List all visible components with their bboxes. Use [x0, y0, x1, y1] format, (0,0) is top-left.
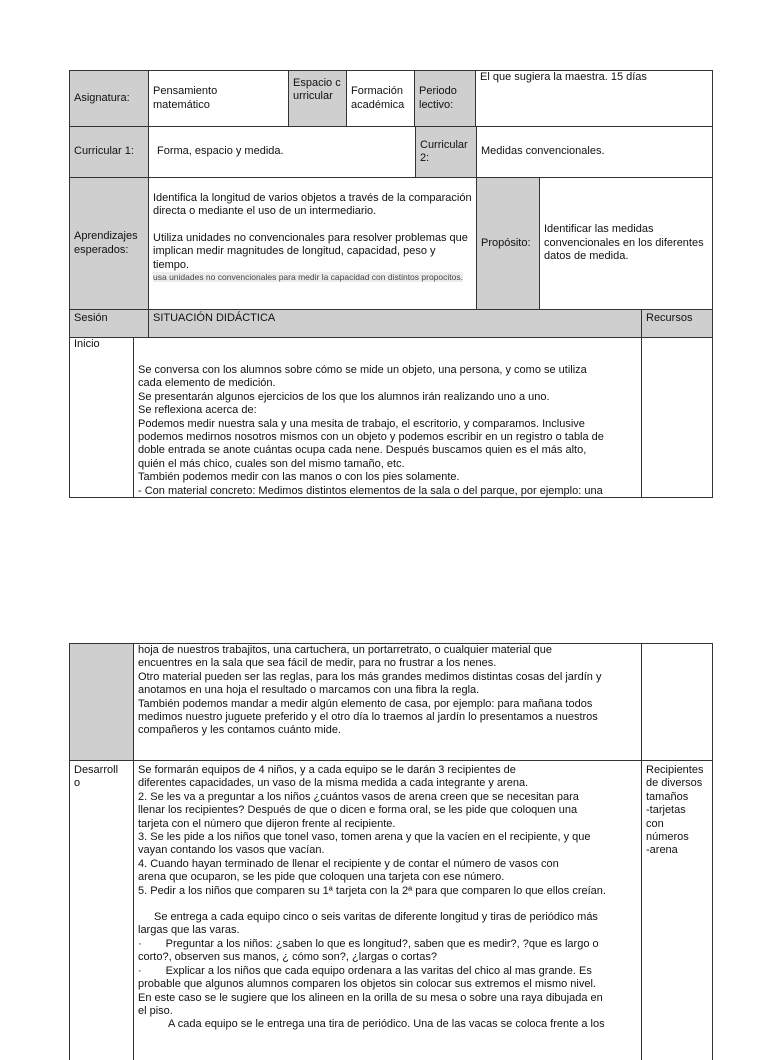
proposito-label — [477, 178, 540, 309]
inicio-line: doble entrada se anote cuántas ocupa cada nene. Después buscamos quien es el más alto, — [138, 444, 587, 457]
bullet-line — [138, 938, 637, 951]
recursos-header — [642, 310, 712, 337]
continuation-line: También podemos mandar a medir algún elemento de casa, por ejemplo: para mañana todos — [138, 697, 593, 710]
desarrollo-recursos — [642, 761, 712, 1060]
inicio-continued-recursos — [642, 644, 712, 760]
desarrollo-line: llenar los recipientes? Después de que o dicen e forma oral, se les pide que coloquen una — [138, 804, 578, 817]
row-headers — [69, 309, 713, 337]
recurso-item: -tarjetas — [646, 804, 686, 817]
aprendizajes-paragraph-1: Identifica la longitud de varios objetos a través de la comparación directa o mediante el uso de un intermediario. — [153, 192, 472, 218]
bullet-text: Explicar a los niños que cada equipo ordenara a las varitas del chico al mas grande. Es — [165, 964, 592, 977]
recurso-item: de diversos — [646, 777, 703, 790]
asignatura-label-text: Asignatura: — [74, 91, 130, 104]
desarrollo-line: corto?, observen sus manos, ¿ cómo son?, ¿largas o cortas? — [138, 951, 437, 964]
inicio-line: Podemos medir nuestra sala y una mesita de trabajo, el escritorio, y comparamos. Inclusive — [138, 417, 585, 430]
spacer — [138, 898, 637, 911]
proposito-value — [540, 178, 712, 309]
desarrollo-label-line: Desarroll — [74, 764, 119, 776]
continuation-line: encuentres en la sala que sea fácil de medir, para no frustrar a los nenes. — [138, 657, 497, 670]
asignatura-value — [149, 71, 289, 126]
inicio-line: quién el más chico, cuales son del mismo tamaño, etc. — [138, 457, 405, 470]
recurso-item: con — [646, 817, 664, 830]
bullet-text: Preguntar a los niños: ¿saben lo que es longitud?, saben que es medir?, ?que es largo o — [165, 937, 599, 950]
desarrollo-line: Se entrega a cada equipo cinco o seis varitas de diferente longitud y tiras de periódico más — [154, 911, 598, 924]
desarrollo-line: 3. Se les pide a los niños que tonel vaso, tomen arena y que la vacíen en el recipiente, y que — [138, 831, 591, 844]
proposito-value-text: Identificar las medidas convencionales en los diferentes datos de medida. — [544, 223, 704, 263]
row-inicio — [69, 337, 713, 498]
planning-table-continued — [69, 643, 713, 1031]
proposito-label-text: Propósito: — [481, 236, 531, 249]
curricular2-value — [477, 127, 712, 177]
inicio-line: cada elemento de medición. — [138, 377, 276, 390]
periodo-value-text: El que sugiera la maestra. 15 días — [480, 71, 647, 83]
desarrollo-line: diferentes capacidades, un vaso de la misma medida a cada integrante y arena. — [138, 777, 529, 790]
sesion-header-text: Sesión — [74, 312, 108, 324]
desarrollo-line: 4. Cuando hayan terminado de llenar el recipiente y de contar el número de vasos con — [138, 857, 559, 870]
inicio-line: Se reflexiona acerca de: — [138, 404, 257, 417]
continuation-line: anotamos en una hoja el resultado o marcamos con una fibra la regla. — [138, 684, 480, 697]
aprendizajes-label — [70, 178, 149, 309]
situacion-header — [149, 310, 642, 337]
inicio-continued-label — [70, 644, 134, 760]
curricular1-value — [149, 127, 416, 177]
planning-table-top — [69, 70, 713, 498]
recurso-item: números — [646, 831, 689, 844]
recurso-item: tamaños — [646, 790, 689, 803]
espacio-value — [347, 71, 415, 126]
desarrollo-line: arena que ocuparon, se les pide que coloquen una tarjeta con ese número. — [138, 871, 505, 884]
periodo-label — [415, 71, 476, 126]
periodo-label-text: Periodo lectivo: — [419, 85, 457, 111]
desarrollo-line: probable que algunos alumnos comparen los objetos sin colocar sus extremos el mismo nivel. — [138, 978, 596, 991]
curricular1-value-text: Forma, espacio y medida. — [157, 145, 284, 158]
continuation-line: Otro material pueden ser las reglas, para los más grandes medimos distintas cosas del jardín y — [138, 670, 602, 683]
inicio-content — [134, 338, 642, 497]
desarrollo-label — [70, 761, 134, 1060]
situacion-header-text: SITUACIÓN DIDÁCTICA — [153, 312, 276, 324]
aprendizajes-value — [149, 178, 477, 309]
continuation-line: hoja de nuestros trabajitos, una cartuchera, un portarretrato, o cualquier material que — [138, 644, 552, 656]
aprendizajes-paragraph-2: Utiliza unidades no convencionales para resolver problemas que implican medir magnitudes de longitud, capacidad, peso y tiempo. — [153, 231, 468, 271]
inicio-line: También podemos medir con las manos o con los pies solamente. — [138, 471, 460, 484]
row-curricular — [69, 126, 713, 177]
asignatura-value-text: Pensamiento matemático — [153, 85, 218, 111]
continuation-line: medimos nuestro juguete preferido y el otro día lo traemos al jardín lo presentamos a nuestros — [138, 711, 598, 724]
espacio-label-text: Espacio curricular — [293, 77, 341, 103]
recurso-item: -arena — [646, 844, 678, 857]
inicio-label-text: Inicio — [74, 338, 100, 350]
desarrollo-line: A cada equipo se le entrega una tira de periódico. Una de las vacas se coloca frente a los — [168, 1018, 605, 1031]
inicio-label — [70, 338, 134, 497]
row-asignatura — [69, 70, 713, 126]
inicio-line: podemos medirnos nosotros mismos con un objeto y podemos escribir en un registro o tabla de — [138, 431, 604, 444]
inicio-line: Se presentarán algunos ejercicios de los que los alumnos irán realizando uno a uno. — [138, 390, 550, 403]
row-inicio-continued — [69, 643, 713, 760]
sesion-header — [70, 310, 149, 337]
desarrollo-line: En este caso se le sugiere que los alineen en la orilla de su mesa o sobre una raya dibujada en — [138, 991, 603, 1004]
periodo-value — [476, 71, 712, 126]
asignatura-label — [70, 71, 149, 126]
desarrollo-content — [134, 761, 642, 1060]
curricular2-value-text: Medidas convencionales. — [481, 145, 605, 158]
recursos-header-text: Recursos — [646, 312, 693, 324]
aprendizajes-note: usa unidades no convencionales para medir la capacidad con distintos propocitos. — [153, 272, 463, 283]
row-aprendizajes — [69, 177, 713, 309]
desarrollo-line: tarjeta con el número que dijeron frente al recipiente. — [138, 817, 396, 830]
bullet-line — [138, 965, 637, 978]
inicio-continued-content — [134, 644, 642, 760]
bullet-marker: · — [138, 964, 142, 977]
curricular2-label-text: Curricular 2: — [420, 138, 468, 164]
curricular2-label — [416, 127, 477, 177]
curricular1-label-text: Curricular 1: — [74, 145, 134, 158]
curricular1-label — [70, 127, 149, 177]
espacio-label — [289, 71, 347, 126]
desarrollo-line: 2. Se les va a preguntar a los niños ¿cuántos vasos de arena creen que se necesitan para — [138, 790, 579, 803]
inicio-line: - Con material concreto: Medimos distintos elementos de la sala o del parque, por ejemplo: una — [138, 484, 603, 497]
desarrollo-line: largas que las varas. — [138, 924, 240, 937]
desarrollo-line: 5. Pedir a los niños que comparen su 1ª tarjeta con la 2ª para que comparen lo que ellos creían. — [138, 884, 606, 897]
desarrollo-label-line: o — [74, 777, 81, 790]
espacio-value-text: Formación académica — [351, 85, 405, 111]
continuation-line: compañeros y les contamos cuánto mide. — [138, 724, 341, 737]
inicio-line: Se conversa con los alumnos sobre cómo se mide un objeto, una persona, y como se utiliza — [138, 364, 587, 376]
bullet-marker: · — [138, 937, 142, 950]
desarrollo-line: Se formarán equipos de 4 niños, y a cada equipo se le darán 3 recipientes de — [138, 764, 516, 776]
row-desarrollo — [69, 760, 713, 1060]
aprendizajes-label-text: Aprendizajes esperados: — [74, 230, 138, 256]
inicio-recursos — [642, 338, 712, 497]
recurso-item: Recipientes — [646, 764, 704, 776]
desarrollo-line: vayan contando los vasos que vacían. — [138, 844, 325, 857]
desarrollo-line: el piso. — [138, 1004, 173, 1017]
